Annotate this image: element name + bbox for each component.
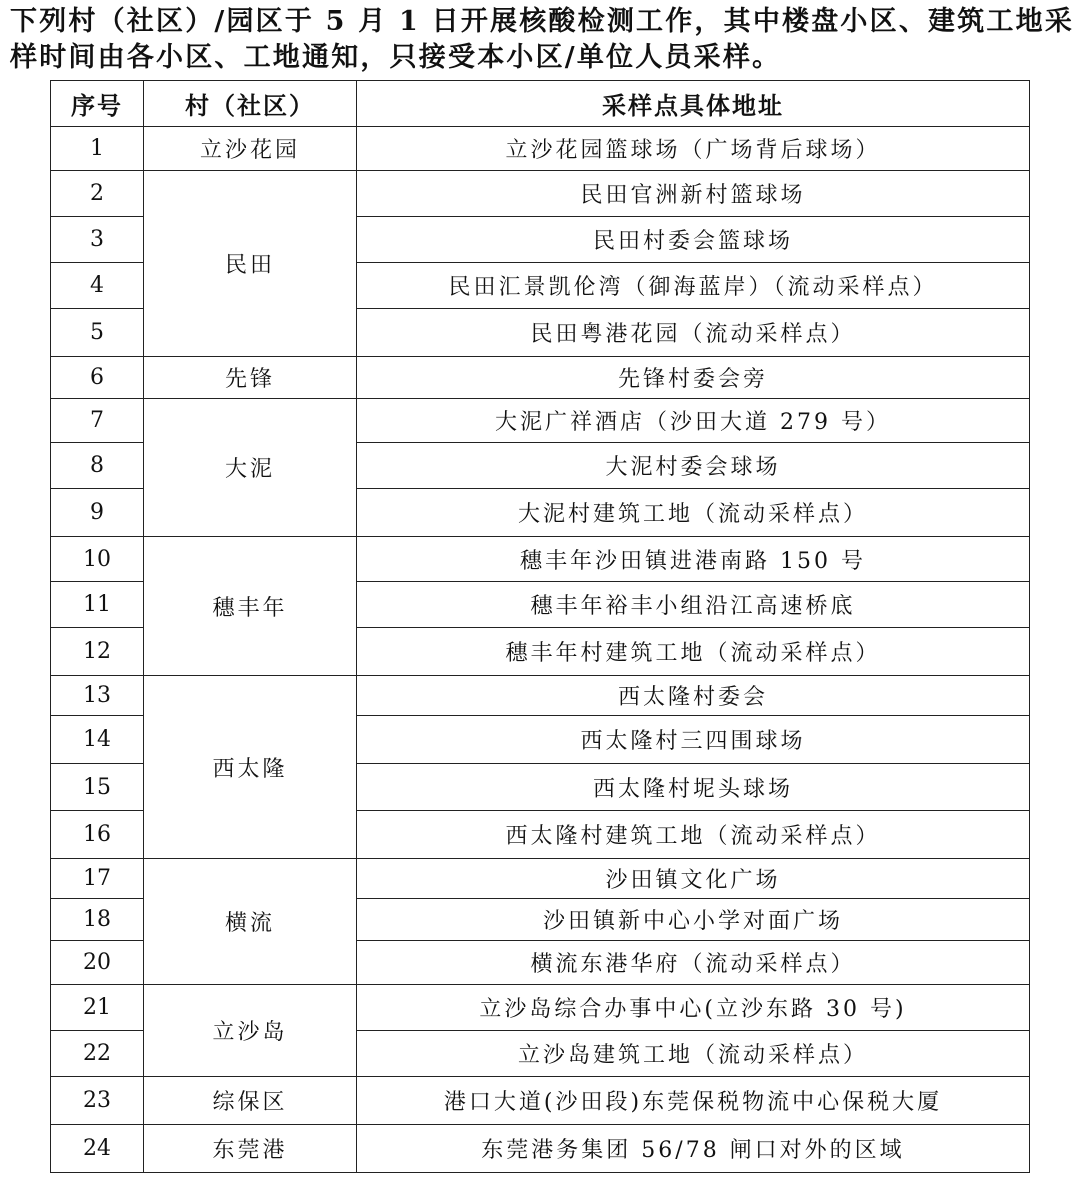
address-cell: 西太隆村委会 [357,676,1030,716]
row-number: 16 [51,811,144,859]
village-cell: 立沙花园 [144,127,357,171]
village-cell: 横流 [144,859,357,985]
table-row [51,357,1030,399]
table-row [51,171,1030,217]
row-number: 9 [51,489,144,537]
address-cell: 穗丰年裕丰小组沿江高速桥底 [357,582,1030,628]
village-cell: 综保区 [144,1077,357,1125]
row-number: 23 [51,1077,144,1125]
header-index: 序号 [51,81,144,127]
address-cell: 立沙岛综合办事中心(立沙东路 30 号) [357,985,1030,1031]
table-row [51,985,1030,1031]
address-cell: 东莞港务集团 56/78 闸口对外的区域 [357,1125,1030,1173]
address-cell: 穗丰年村建筑工地（流动采样点） [357,628,1030,676]
village-cell: 西太隆 [144,676,357,859]
address-cell: 沙田镇新中心小学对面广场 [357,899,1030,941]
row-number: 14 [51,716,144,764]
table-row [51,676,1030,716]
table-header-row [51,81,1030,127]
header-address: 采样点具体地址 [357,81,1030,127]
row-number: 12 [51,628,144,676]
row-number: 2 [51,171,144,217]
village-cell: 民田 [144,171,357,357]
address-cell: 穗丰年沙田镇进港南路 150 号 [357,537,1030,582]
address-cell: 民田汇景凯伦湾（御海蓝岸）（流动采样点） [357,263,1030,309]
table-row [51,399,1030,443]
row-number: 13 [51,676,144,716]
address-cell: 民田官洲新村篮球场 [357,171,1030,217]
row-number: 4 [51,263,144,309]
address-cell: 立沙花园篮球场（广场背后球场） [357,127,1030,171]
address-cell: 先锋村委会旁 [357,357,1030,399]
address-cell: 大泥村建筑工地（流动采样点） [357,489,1030,537]
address-cell: 西太隆村建筑工地（流动采样点） [357,811,1030,859]
table-row [51,537,1030,582]
village-cell: 立沙岛 [144,985,357,1077]
row-number: 22 [51,1031,144,1077]
address-cell: 横流东港华府（流动采样点） [357,941,1030,985]
address-cell: 民田村委会篮球场 [357,217,1030,263]
village-cell: 东莞港 [144,1125,357,1173]
row-number: 7 [51,399,144,443]
row-number: 8 [51,443,144,489]
table-row [51,859,1030,899]
address-cell: 大泥村委会球场 [357,443,1030,489]
row-number: 3 [51,217,144,263]
village-cell: 穗丰年 [144,537,357,676]
table-row [51,1125,1030,1173]
row-number: 10 [51,537,144,582]
address-cell: 大泥广祥酒店（沙田大道 279 号） [357,399,1030,443]
address-cell: 民田粤港花园（流动采样点） [357,309,1030,357]
address-cell: 西太隆村三四围球场 [357,716,1030,764]
village-cell: 先锋 [144,357,357,399]
row-number: 17 [51,859,144,899]
row-number: 20 [51,941,144,985]
address-cell: 港口大道(沙田段)东莞保税物流中心保税大厦 [357,1077,1030,1125]
sampling-sites-table [50,80,1030,1173]
row-number: 6 [51,357,144,399]
row-number: 21 [51,985,144,1031]
row-number: 5 [51,309,144,357]
notice-text: 下列村（社区）/园区于 5 月 1 日开展核酸检测工作，其中楼盘小区、建筑工地采样时间由各小区、工地通知，只接受本小区/单位人员采样。 [10,6,1075,73]
table-row [51,127,1030,171]
row-number: 18 [51,899,144,941]
address-cell: 沙田镇文化广场 [357,859,1030,899]
address-cell: 西太隆村坭头球场 [357,764,1030,811]
header-village: 村（社区） [144,81,357,127]
row-number: 11 [51,582,144,628]
address-cell: 立沙岛建筑工地（流动采样点） [357,1031,1030,1077]
table-row [51,1077,1030,1125]
row-number: 24 [51,1125,144,1173]
row-number: 1 [51,127,144,171]
village-cell: 大泥 [144,399,357,537]
row-number: 15 [51,764,144,811]
